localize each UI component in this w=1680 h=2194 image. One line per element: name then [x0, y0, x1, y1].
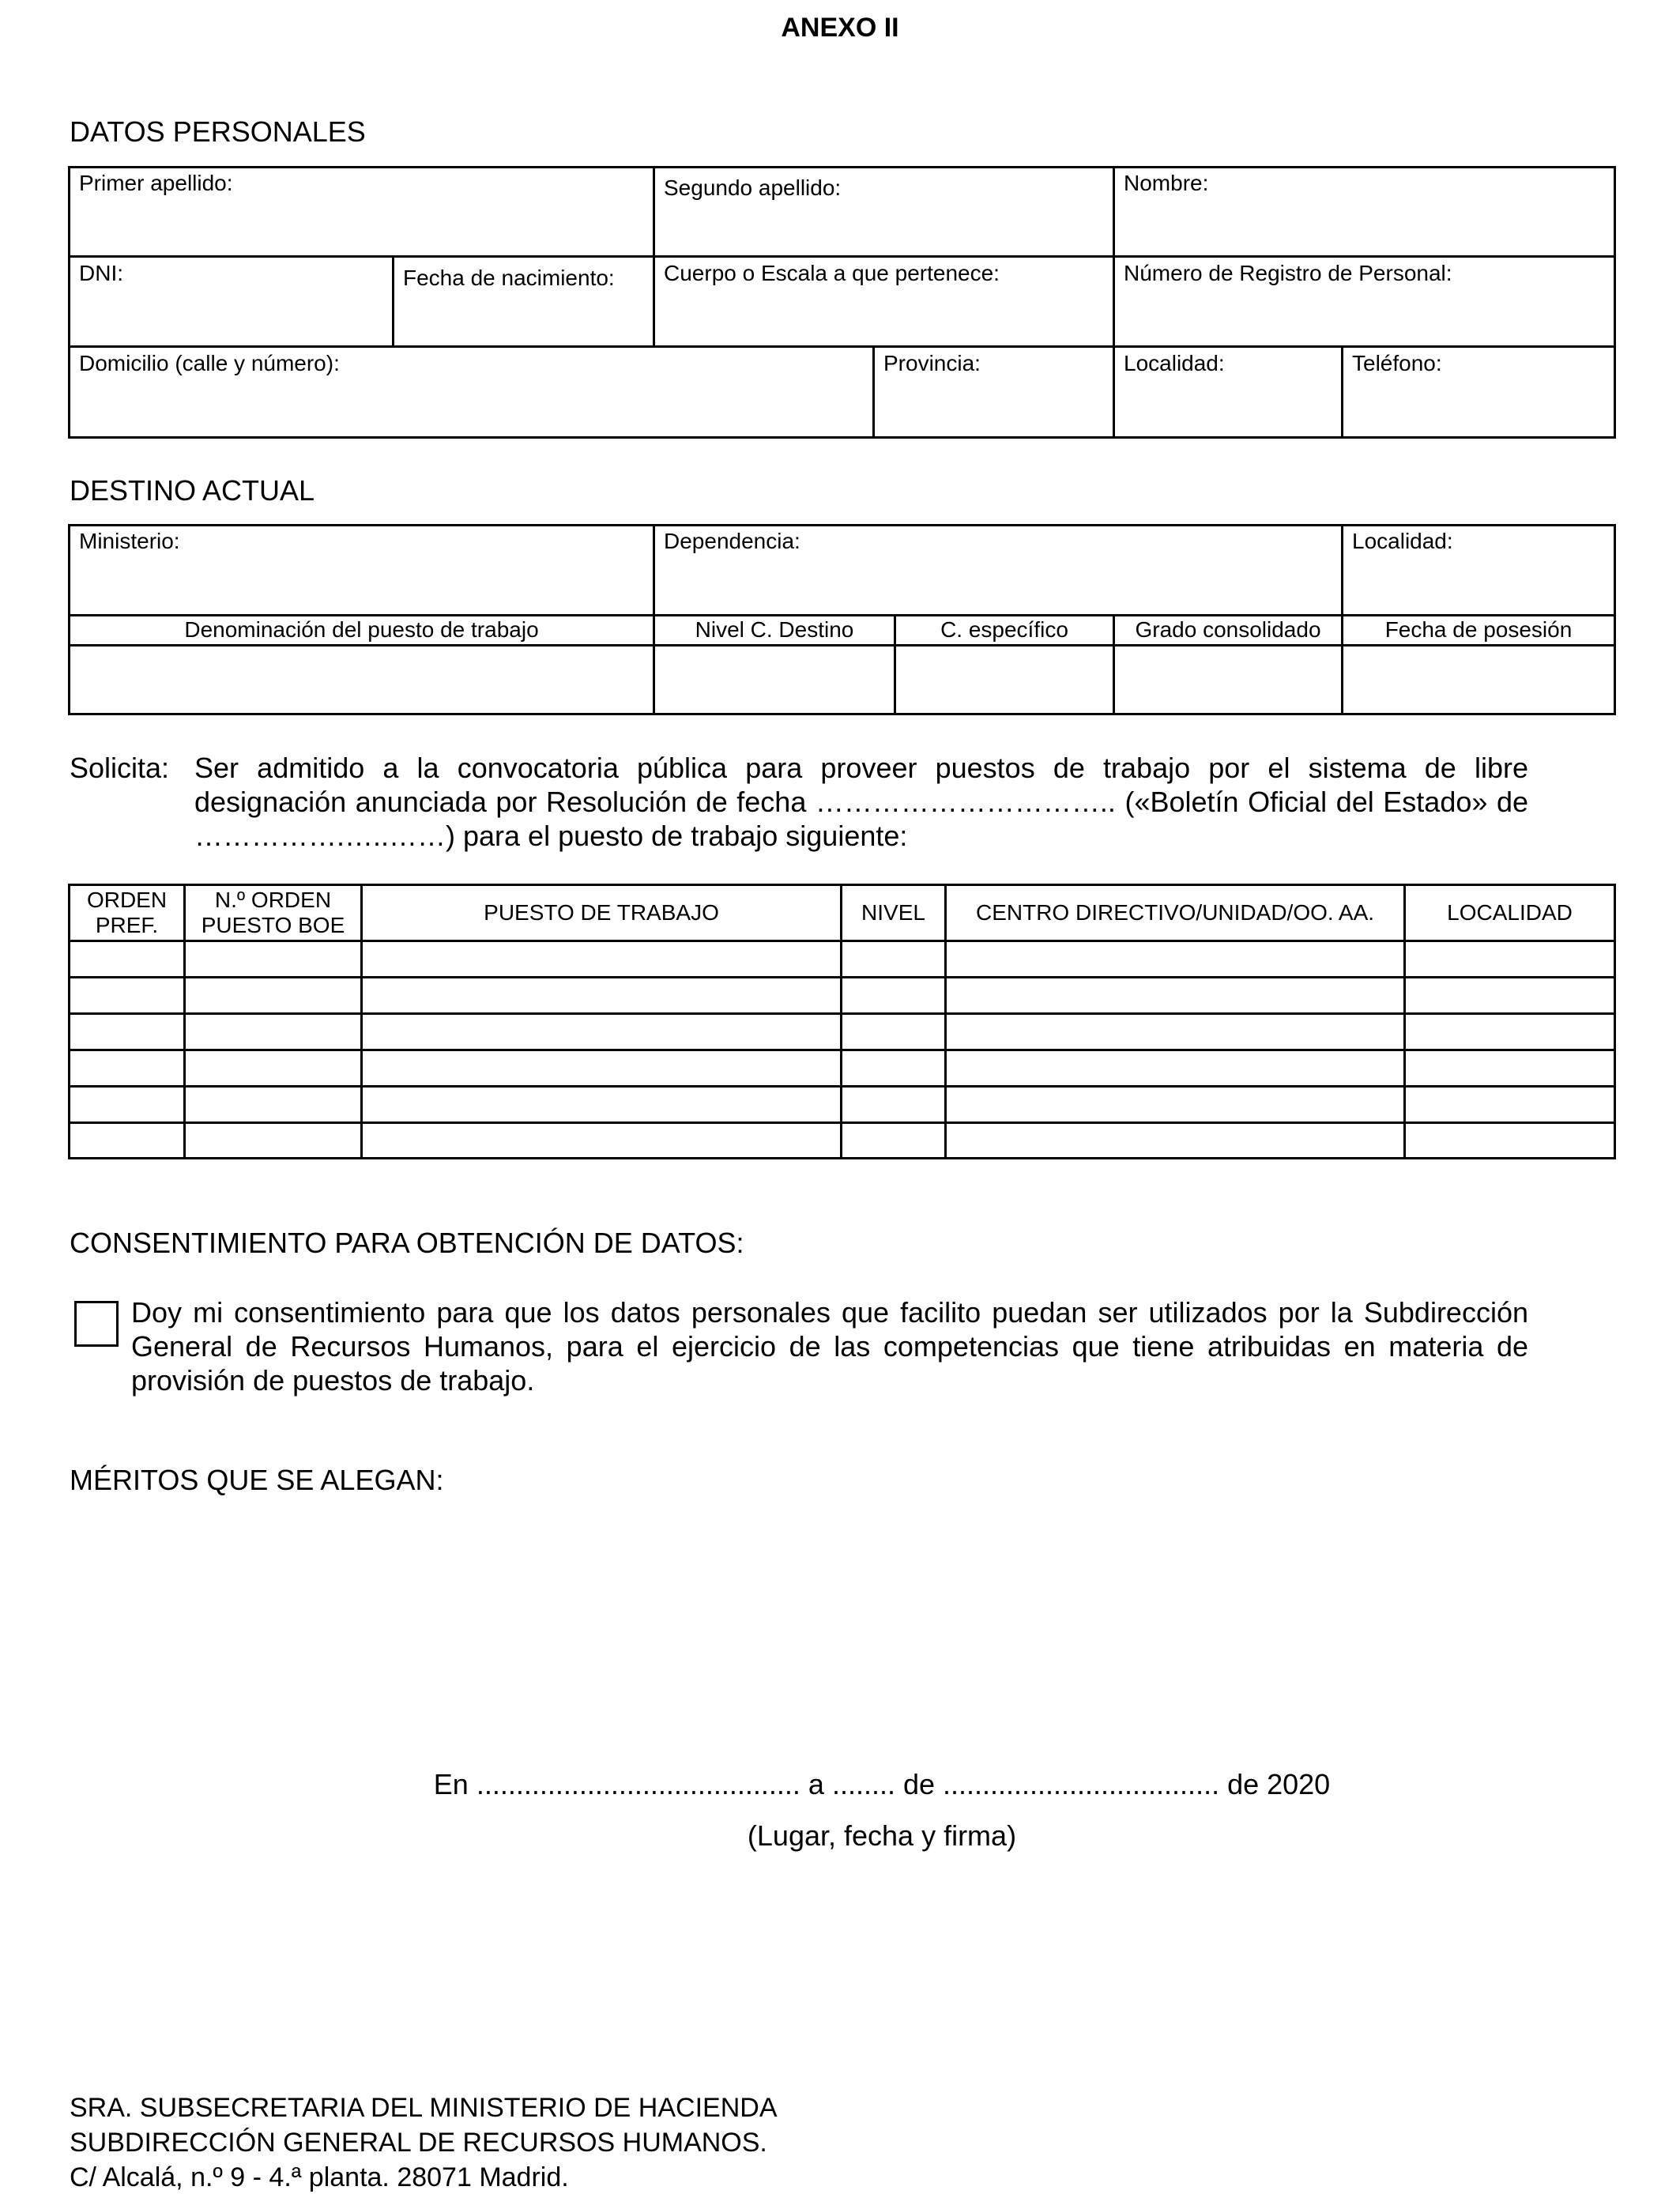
column-header-orden-pref: ORDEN PREF. [86, 887, 168, 937]
column-header-orden-puesto-boe: N.º ORDEN PUESTO BOE [201, 887, 345, 937]
solicita-text: Ser admitido a la convocatoria pública para proveer puestos de trabajo por el sistema de libre designación anunciada por Resolución de fecha ………………………….. («Boletín Oficial del Estado» de …………….…..……) para el puesto de trabajo siguiente: [194, 752, 1528, 852]
field-telefono[interactable]: Teléfono: [1352, 351, 1442, 375]
field-segundo-apellido[interactable]: Segundo apellido: [664, 175, 842, 200]
addressee-line-1: SRA. SUBSECRETARIA DEL MINISTERIO DE HACIENDA [70, 2093, 778, 2123]
column-header-localidad: LOCALIDAD [1447, 899, 1573, 925]
column-header-centro-directivo: CENTRO DIRECTIVO/UNIDAD/OO. AA. [975, 899, 1375, 925]
field-dni[interactable]: DNI: [79, 261, 123, 285]
field-provincia[interactable]: Provincia: [883, 351, 981, 375]
input-c-especifico[interactable] [896, 647, 1113, 713]
input-denominacion[interactable] [70, 647, 653, 713]
table-row[interactable] [70, 1015, 1614, 1049]
field-numero-registro-personal[interactable]: Número de Registro de Personal: [1124, 261, 1452, 285]
section-heading-destino-actual: DESTINO ACTUAL [70, 474, 315, 507]
section-heading-meritos: MÉRITOS QUE SE ALEGAN: [70, 1464, 444, 1496]
column-header-denominacion: Denominación del puesto de trabajo [184, 617, 539, 643]
solicita-label: Solicita: [70, 752, 170, 784]
signature-caption: (Lugar, fecha y firma) [747, 1819, 1017, 1852]
field-primer-apellido[interactable]: Primer apellido: [79, 171, 233, 195]
consent-text: Doy mi consentimiento para que los datos personales que facilito puedan ser utilizados por la Subdirección General de Recursos Humanos, para el ejercicio de las competencias que tiene atribuidas en materia de provisión de puestos de trabajo. [131, 1296, 1528, 1397]
column-header-puesto-trabajo: PUESTO DE TRABAJO [484, 899, 719, 925]
field-domicilio[interactable]: Domicilio (calle y número): [79, 351, 340, 375]
input-fecha-posesion[interactable] [1343, 647, 1614, 713]
addressee-line-2: SUBDIRECCIÓN GENERAL DE RECURSOS HUMANOS. [70, 2128, 767, 2158]
field-nombre[interactable]: Nombre: [1124, 171, 1209, 195]
column-header-nivel: NIVEL [861, 899, 925, 925]
table-row[interactable] [70, 1088, 1614, 1122]
section-heading-consentimiento: CONSENTIMIENTO PARA OBTENCIÓN DE DATOS: [70, 1227, 744, 1259]
meritos-area[interactable] [70, 1510, 1610, 1747]
field-destino-localidad[interactable]: Localidad: [1352, 529, 1453, 553]
column-header-fecha-posesion: Fecha de posesión [1384, 617, 1573, 643]
document-title: ANEXO II [781, 13, 899, 43]
table-row[interactable] [70, 1051, 1614, 1085]
column-header-c-especifico: C. específico [940, 617, 1068, 643]
table-row[interactable] [70, 1124, 1614, 1157]
signature-line: En ......................................... a ........ de ................................... de 2020 [433, 1768, 1331, 1800]
input-grado-consolidado[interactable] [1115, 647, 1341, 713]
table-row[interactable] [70, 978, 1614, 1012]
column-header-grado-consolidado: Grado consolidado [1135, 617, 1321, 643]
consent-checkbox[interactable] [74, 1301, 119, 1347]
table-row[interactable] [70, 942, 1614, 976]
field-ministerio[interactable]: Ministerio: [79, 529, 180, 553]
field-cuerpo-escala[interactable]: Cuerpo o Escala a que pertenece: [664, 261, 1000, 285]
section-heading-datos-personales: DATOS PERSONALES [70, 115, 366, 148]
field-localidad[interactable]: Localidad: [1124, 351, 1225, 375]
column-header-nivel-destino: Nivel C. Destino [695, 617, 854, 643]
addressee-line-3: C/ Alcalá, n.º 9 - 4.ª planta. 28071 Madrid. [70, 2162, 569, 2192]
input-nivel-destino[interactable] [655, 647, 894, 713]
field-fecha-nacimiento[interactable]: Fecha de nacimiento: [403, 266, 615, 290]
field-dependencia[interactable]: Dependencia: [664, 529, 800, 553]
